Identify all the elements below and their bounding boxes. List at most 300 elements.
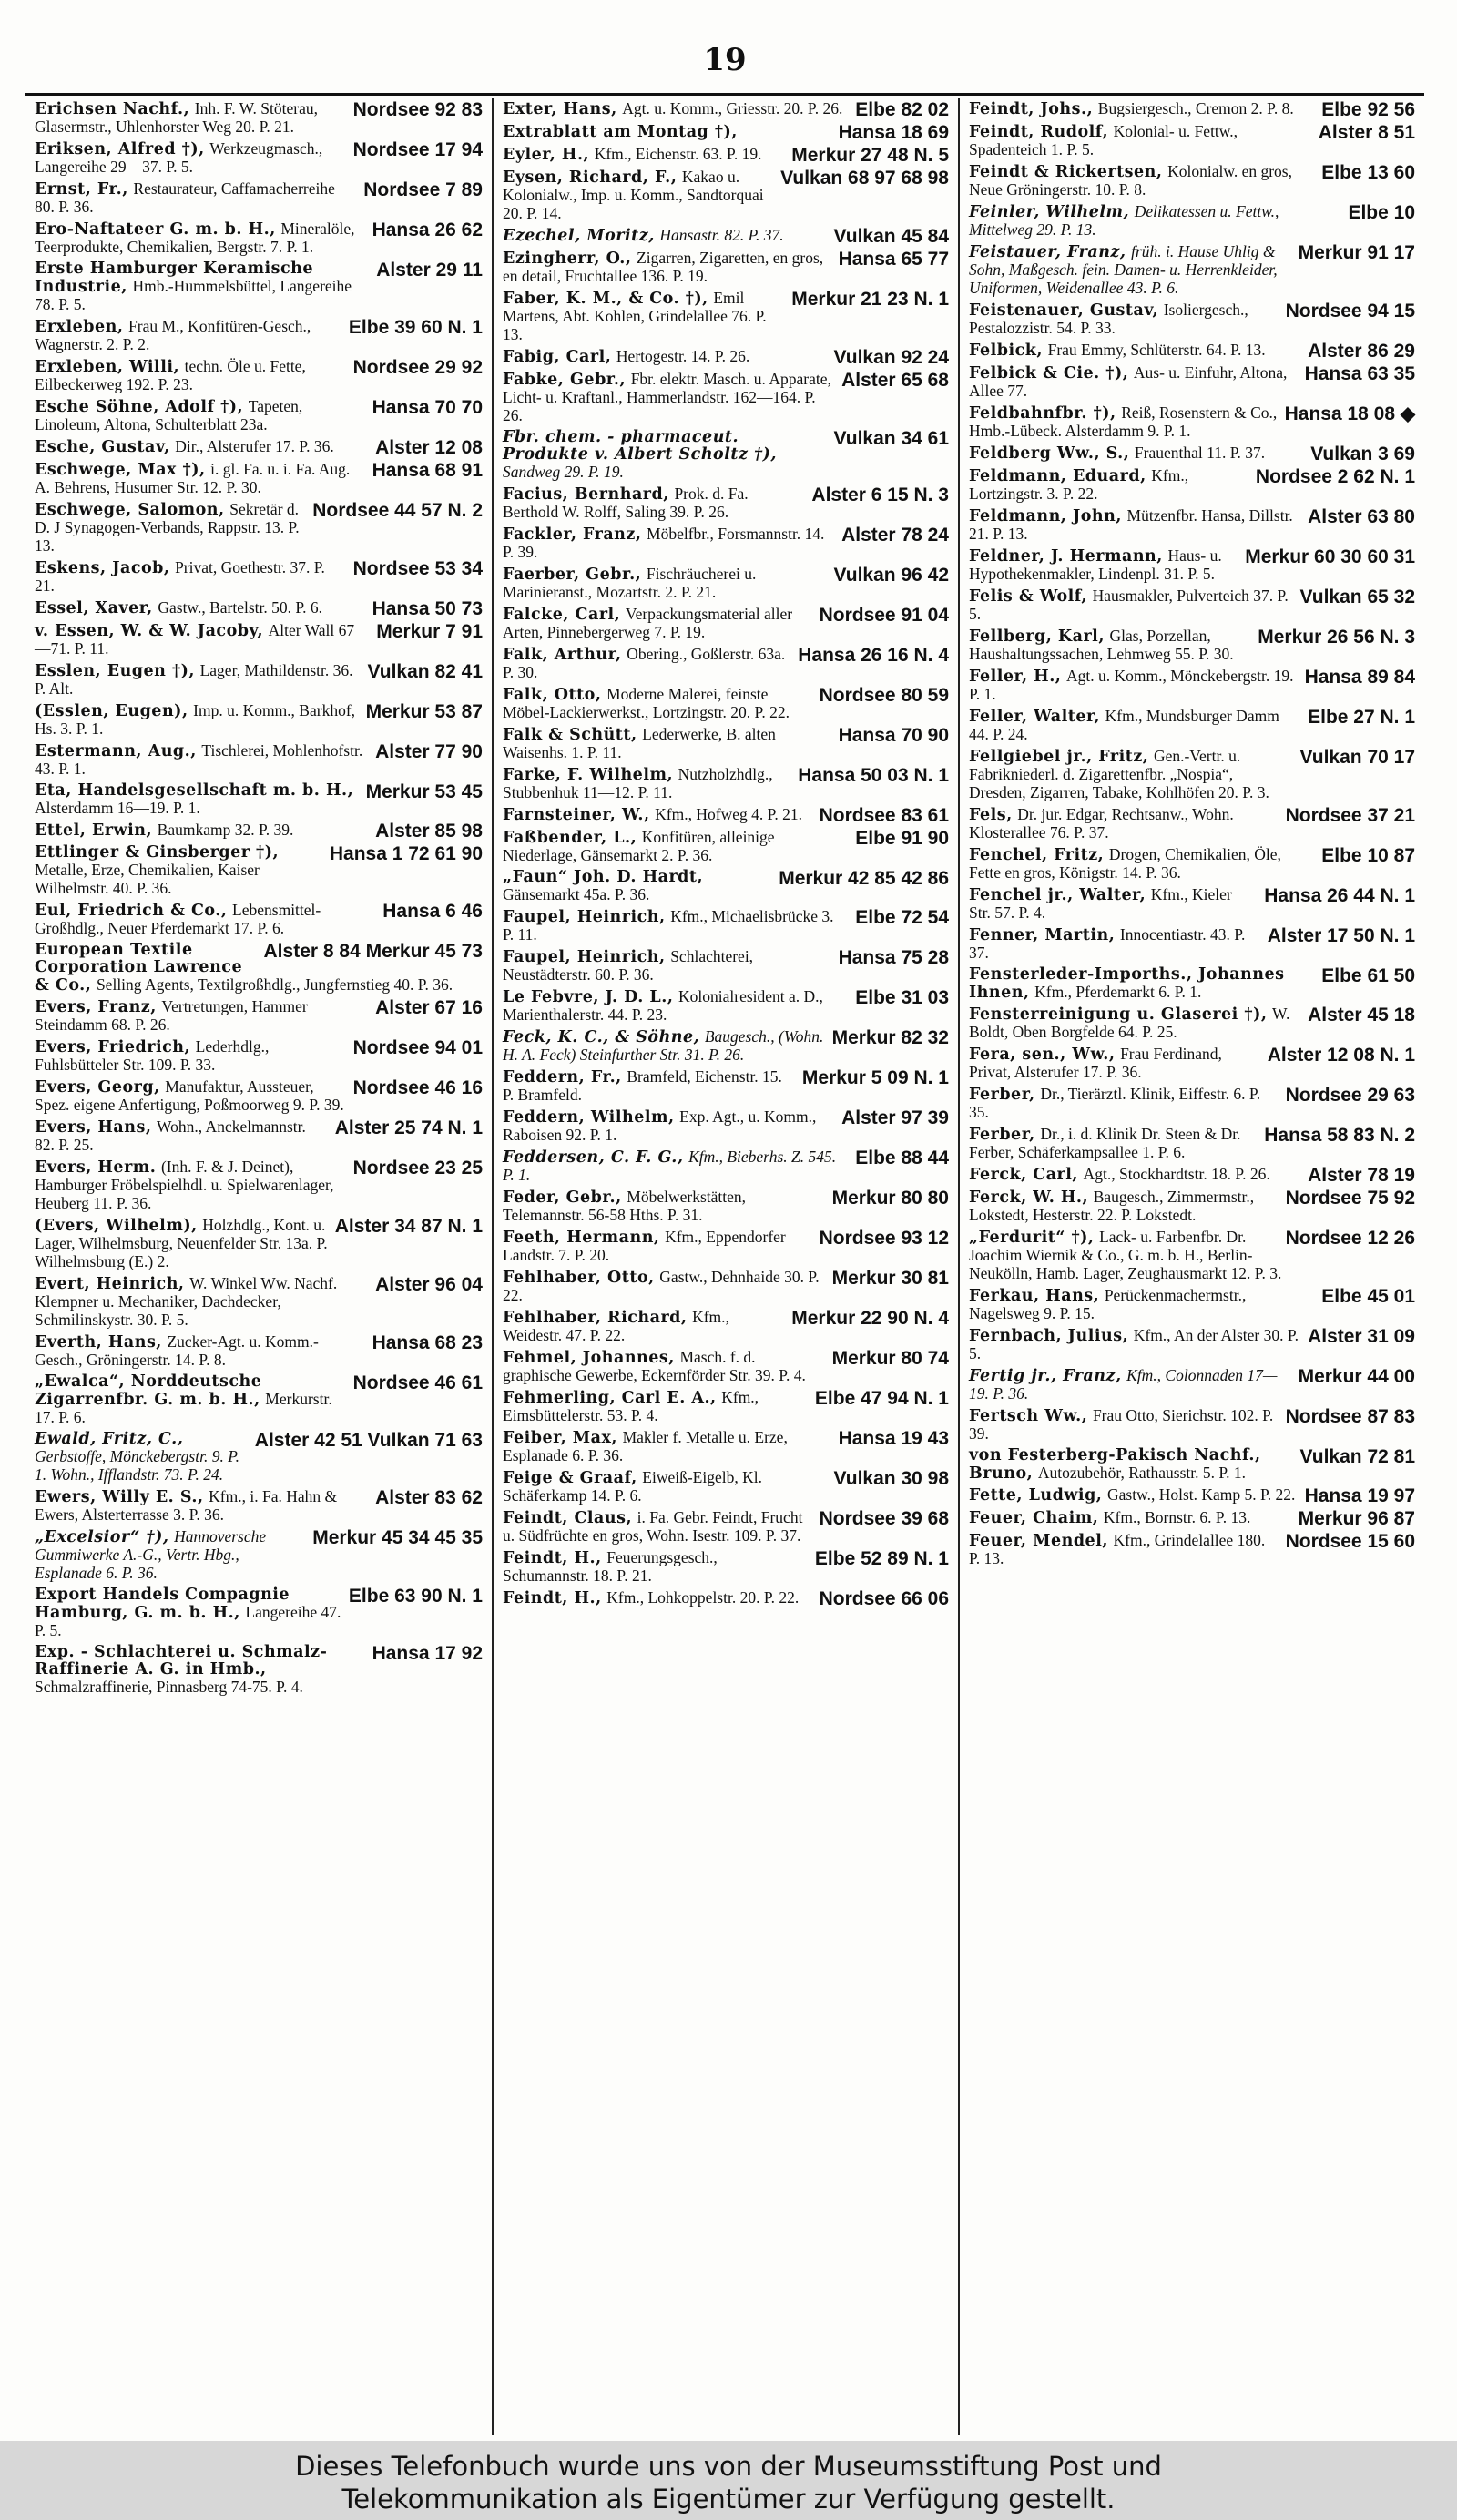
telephone-number: Elbe 63 90 N. 1 [348, 1586, 483, 1607]
telephone-number: Hansa 26 62 [372, 219, 483, 240]
directory-entry [969, 964, 1415, 1004]
directory-entry [503, 986, 949, 1026]
telephone-number: Nordsee 91 04 [819, 605, 949, 626]
entry-name: Fels, [969, 806, 1013, 824]
entry-details: Gastw., Bartelstr. 50. P. 6. [158, 598, 323, 617]
directory-entry [35, 179, 483, 219]
directory-entry [35, 1076, 483, 1117]
entry-name: Faupel, Heinrich, [503, 948, 666, 966]
directory-entry [35, 820, 483, 842]
telephone-number: Nordsee 46 61 [352, 1372, 483, 1393]
entry-details: Merkurstr. 17. P. 6. [35, 1390, 332, 1426]
telephone-number: Elbe 27 N. 1 [1308, 707, 1415, 728]
header-rule [25, 93, 1424, 96]
directory-entry [503, 564, 949, 604]
directory-entry [969, 706, 1415, 746]
entry-name: Everth, Hans, [35, 1333, 162, 1352]
directory-entry [35, 1036, 483, 1076]
entry-name: Erxleben, Willi, [35, 358, 180, 376]
telephone-number: Hansa 18 69 [838, 122, 949, 143]
directory-entry [35, 1585, 483, 1642]
entry-name: Fertsch Ww., [969, 1407, 1088, 1425]
directory-entry [969, 666, 1415, 706]
entry-name: Feige & Graaf, [503, 1469, 637, 1487]
entry-details: Lederhdlg., Fuhlsbütteler Str. 109. P. 33. [35, 1037, 270, 1074]
directory-entry [503, 946, 949, 986]
directory-entry [503, 867, 949, 906]
telephone-number: Nordsee 66 06 [819, 1588, 949, 1609]
telephone-number: Merkur 45 34 45 35 [312, 1527, 483, 1548]
telephone-number: Merkur 80 74 [831, 1348, 949, 1369]
telephone-number: Alster 12 08 [375, 437, 483, 458]
telephone-number: Nordsee 53 34 [352, 558, 483, 579]
entry-name: Fbr. chem. - pharmaceut. Produkte v. Albert Scholtz †), [503, 428, 778, 464]
entry-name: Feller, Walter, [969, 708, 1101, 726]
telephone-number: Elbe 82 02 [855, 99, 949, 120]
entry-details: Kfm., Eppendorfer Landstr. 7. P. 20. [503, 1228, 786, 1264]
directory-entry [969, 362, 1415, 403]
entry-details: Alter Wall 67—71. P. 11. [35, 621, 355, 658]
entry-details: Agt., Stockhardtstr. 18. P. 26. [1083, 1165, 1270, 1183]
telephone-number: Alster 42 51 Vulkan 71 63 [254, 1430, 483, 1451]
entry-name: Feder, Gebr., [503, 1189, 622, 1207]
directory-entry [969, 1365, 1415, 1405]
telephone-number: Vulkan 34 61 [833, 428, 949, 449]
telephone-number: Hansa 26 16 N. 4 [798, 645, 949, 666]
directory-entry [503, 1547, 949, 1587]
entry-name: Felbick, [969, 342, 1044, 360]
entry-details: Gen.-Vertr. u. Fabrikniederl. d. Zigarettenfbr. „Nospia“, Dresden, Zigarren, Tabake, Kohlhöfen 20. P. 3. [969, 747, 1269, 801]
entry-details: Delikatessen u. Fettw., Mittelweg 29. P. 13. [969, 202, 1279, 239]
page-number: 19 [703, 42, 747, 78]
entry-details: Bugsiergesch., Cremon 2. P. 8. [1097, 99, 1294, 117]
telephone-number: Merkur 53 87 [365, 701, 483, 722]
entry-name: Fensterreinigung u. Glaserei †), [969, 1005, 1268, 1024]
entry-name: Falcke, Carl, [503, 606, 621, 624]
directory-entry [969, 1044, 1415, 1084]
directory-entry [503, 1267, 949, 1307]
entry-details: Restaurateur, Caffamacherreihe 80. P. 36. [35, 179, 335, 216]
entry-name: Ferkau, Hans, [969, 1287, 1100, 1305]
entry-details: Sekretär d. D. J Synagogen-Verbands, Rappstr. 13. P. 13. [35, 500, 300, 555]
telephone-number: Alster 8 84 Merkur 45 73 [263, 941, 483, 962]
entry-name: Feindt & Rickertsen, [969, 163, 1163, 181]
directory-columns [25, 98, 1424, 2435]
entry-details: Dir., Alsterufer 17. P. 36. [175, 437, 334, 455]
telephone-number: Hansa 75 28 [838, 947, 949, 968]
entry-name: Ferck, W. H., [969, 1189, 1089, 1207]
telephone-number: Hansa 50 03 N. 1 [798, 765, 949, 786]
entry-details: Agt. u. Komm., Mönckebergstr. 19. P. 1. [969, 667, 1294, 703]
directory-entry [35, 1331, 483, 1372]
entry-name: Feck, K. C., & Söhne, [503, 1028, 700, 1046]
entry-name: Fertig jr., Franz, [969, 1367, 1122, 1385]
entry-name: Ferber, [969, 1126, 1035, 1144]
entry-details: Mützenfbr. Hansa, Dillstr. 21. P. 13. [969, 506, 1293, 543]
entry-details: Hansastr. 82. P. 37. [659, 226, 784, 244]
entry-details: Baumkamp 32. P. 39. [157, 821, 294, 839]
telephone-number: Nordsee 12 26 [1285, 1228, 1415, 1249]
telephone-number: Elbe 91 90 [855, 828, 949, 849]
entry-name: Felis & Wolf, [969, 587, 1088, 606]
entry-name: Feddern, Fr., [503, 1068, 622, 1087]
directory-entry [503, 121, 949, 144]
entry-details: Nutzholzhdlg., Stubbenhuk 11—12. P. 11. [503, 765, 773, 801]
entry-name: Eriksen, Alfred †), [35, 140, 205, 158]
entry-name: Esche Söhne, Adolf †), [35, 398, 244, 416]
telephone-number: Merkur 30 81 [831, 1268, 949, 1289]
telephone-number: Hansa 70 70 [372, 397, 483, 418]
entry-details: Imp. u. Komm., Barkhof, Hs. 3. P. 1. [35, 701, 356, 738]
telephone-number: Alster 83 62 [375, 1487, 483, 1508]
telephone-number: Hansa 68 23 [372, 1332, 483, 1353]
directory-entry [35, 219, 483, 259]
entry-details: Fischräucherei u. Marinieranst., Mozartstr. 2. P. 21. [503, 565, 757, 601]
entry-details: Isoliergesch., Pestalozzistr. 54. P. 33. [969, 301, 1248, 337]
directory-entry [969, 626, 1415, 666]
telephone-number: Merkur 7 91 [376, 621, 483, 642]
directory-entry [35, 940, 483, 996]
entry-name: Ewald, Fritz, C., [35, 1430, 184, 1448]
directory-entry [503, 1507, 949, 1547]
directory-entry [35, 557, 483, 597]
directory-entry [35, 842, 483, 900]
telephone-number: Hansa 58 83 N. 2 [1264, 1125, 1415, 1146]
telephone-number: Elbe 10 [1348, 202, 1415, 223]
entry-name: Farnsteiner, W., [503, 806, 650, 824]
entry-details: Werkzeugmasch., Langereihe 29—37. P. 5. [35, 139, 323, 176]
directory-entry [503, 764, 949, 804]
telephone-number: Nordsee 94 01 [352, 1037, 483, 1058]
entry-name: Erxleben, [35, 318, 124, 336]
entry-details: Frau Emmy, Schlüterstr. 64. P. 13. [1047, 341, 1266, 359]
entry-details: Drogen, Chemikalien, Öle, Fette en gros, Königstr. 14. P. 36. [969, 845, 1281, 882]
telephone-number: Hansa 19 43 [838, 1428, 949, 1449]
directory-entry [969, 300, 1415, 340]
entry-details: früh. i. Hause Uhlig & Sohn, Maßgesch. fein. Damen- u. Herrenkleider, Uniformen, Weidenallee 43. P. 6. [969, 242, 1278, 297]
entry-name: (Evers, Wilhelm), [35, 1217, 198, 1235]
entry-name: Fellberg, Karl, [969, 627, 1105, 646]
directory-entry [969, 1124, 1415, 1164]
directory-entry [969, 201, 1415, 241]
footer-notice [0, 2441, 1457, 2520]
directory-entry [503, 1467, 949, 1507]
telephone-number: Nordsee 17 94 [352, 139, 483, 160]
entry-name: Esche, Gustav, [35, 438, 170, 456]
telephone-number: Nordsee 80 59 [819, 685, 949, 706]
entry-details: Gänsemarkt 45a. P. 36. [503, 885, 650, 903]
entry-details: Wohn., Anckelmannstr. 82. P. 25. [35, 1117, 306, 1154]
entry-details: Konfitüren, alleinige Niederlage, Gänsemarkt 2. P. 36. [503, 828, 775, 864]
entry-details: Kfm., Bornstr. 6. P. 13. [1103, 1508, 1251, 1526]
directory-entry [35, 356, 483, 396]
directory-entry [503, 827, 949, 867]
entry-details: Schmalzraffinerie, Pinnasberg 74-75. P. 4. [35, 1678, 303, 1696]
entry-name: „Excelsior“ †), [35, 1528, 169, 1546]
entry-name: Fenner, Martin, [969, 926, 1116, 944]
entry-name: Le Febvre, J. D. L., [503, 988, 674, 1006]
entry-details: Kfm., i. Fa. Hahn & Ewers, Alsterterrasse 3. P. 36. [35, 1487, 338, 1524]
telephone-number: Alster 85 98 [375, 821, 483, 842]
entry-details: Bramfeld, Eichenstr. 15. P. Bramfeld. [503, 1067, 782, 1104]
entry-details: Moderne Malerei, feinste Möbel-Lackierwerkst., Lortzingstr. 20. P. 22. [503, 685, 790, 721]
directory-entry [503, 1347, 949, 1387]
directory-entry [503, 1587, 949, 1610]
telephone-number: Elbe 52 89 N. 1 [814, 1548, 949, 1569]
directory-entry [503, 288, 949, 346]
telephone-number: Vulkan 65 32 [1299, 587, 1415, 607]
telephone-number: Alster 78 19 [1308, 1165, 1415, 1186]
entry-name: Ferber, [969, 1086, 1035, 1104]
entry-details: Kfm., Kieler Str. 57. P. 4. [969, 885, 1232, 922]
directory-entry [969, 465, 1415, 505]
entry-name: European Textile Corporation Lawrence & Co., [35, 941, 243, 995]
telephone-number: Alster 31 09 [1308, 1326, 1415, 1347]
directory-entry [969, 121, 1415, 161]
column-1 [25, 98, 492, 2435]
directory-entry [35, 1526, 483, 1585]
directory-entry [969, 505, 1415, 546]
telephone-number: Merkur 42 85 42 86 [779, 868, 949, 889]
entry-details: Frauenthal 11. P. 37. [1134, 444, 1266, 462]
entry-details: Holzhdlg., Kont. u. Lager, Wilhelmsburg, Neuenfelder Str. 13a. P. Wilhelmsburg (E.) 2. [35, 1216, 328, 1270]
directory-entry [35, 1157, 483, 1215]
entry-name: Eschwege, Salomon, [35, 501, 225, 519]
entry-details: Zigarren, Zigaretten, en gros, en detail, Fruchtallee 136. P. 19. [503, 249, 824, 285]
entry-name: Feuer, Chaim, [969, 1509, 1099, 1527]
entry-name: Eta, Handelsgesellschaft m. b. H., [35, 781, 354, 800]
telephone-number: Elbe 31 03 [855, 987, 949, 1008]
telephone-number: Hansa 1 72 61 90 [329, 843, 483, 864]
footer-line-1: Dieses Telefonbuch wurde uns von der Museumsstiftung Post und [295, 2451, 1162, 2482]
entry-details: Kfm., Pferdemarkt 6. P. 1. [1034, 983, 1202, 1001]
entry-name: Feeth, Hermann, [503, 1229, 660, 1247]
entry-name: Ezechel, Moritz, [503, 227, 655, 245]
directory-entry [35, 620, 483, 660]
directory-entry [969, 1507, 1415, 1530]
telephone-number: Elbe 45 01 [1321, 1286, 1415, 1307]
telephone-number: Alster 96 04 [375, 1274, 483, 1295]
entry-name: Feistenauer, Gustav, [969, 301, 1159, 320]
entry-details: techn. Öle u. Fette, Eilbeckerweg 192. P. 23. [35, 357, 306, 393]
entry-name: Feller, H., [969, 668, 1062, 686]
telephone-number: Nordsee 7 89 [363, 179, 483, 200]
entry-name: Evers, Hans, [35, 1118, 152, 1137]
telephone-number: Vulkan 82 41 [367, 661, 483, 682]
entry-details: Glas, Porzellan, Haushaltungssachen, Lehmweg 55. P. 30. [969, 627, 1234, 663]
telephone-number: Elbe 39 60 N. 1 [348, 317, 483, 338]
directory-entry [503, 98, 949, 121]
entry-name: Feindt, Claus, [503, 1509, 633, 1527]
telephone-number: Alster 65 68 [841, 370, 949, 391]
entry-details: Kfm., Hofweg 4. P. 21. [655, 805, 803, 823]
entry-details: Kfm., Mundsburger Damm 44. P. 24. [969, 707, 1279, 743]
telephone-number: Hansa 17 92 [372, 1643, 483, 1664]
entry-name: Faupel, Heinrich, [503, 908, 666, 926]
entry-name: Feldmann, John, [969, 507, 1122, 525]
entry-details: Hertogestr. 14. P. 26. [616, 347, 750, 365]
entry-name: Ezingherr, O., [503, 250, 632, 268]
directory-entry [35, 740, 483, 780]
directory-entry [35, 499, 483, 557]
directory-page [25, 36, 1424, 2441]
entry-name: Ernst, Fr., [35, 180, 128, 199]
directory-entry [503, 1427, 949, 1467]
entry-name: von Festerberg-Pakisch Nachf., Bruno, [969, 1446, 1261, 1483]
telephone-number: Nordsee 44 57 N. 2 [312, 500, 483, 521]
directory-entry [969, 804, 1415, 844]
directory-entry [969, 1004, 1415, 1044]
entry-details: Aus- u. Einfuhr, Altona, Allee 77. [969, 363, 1288, 400]
entry-name: Felbick & Cie. †), [969, 364, 1129, 383]
entry-name: Ewers, Willy E. S., [35, 1488, 204, 1506]
directory-entry [969, 98, 1415, 121]
directory-entry [503, 1187, 949, 1227]
directory-entry [35, 1429, 483, 1486]
directory-entry [35, 900, 483, 940]
entry-details: Kolonialw. en gros, Neue Gröningerstr. 10. P. 8. [969, 162, 1292, 199]
entry-name: Extrablatt am Montag †), [503, 123, 738, 141]
telephone-number: Alster 8 51 [1318, 122, 1415, 143]
directory-entry [503, 684, 949, 724]
directory-entry [503, 248, 949, 288]
telephone-number: Alster 34 87 N. 1 [334, 1216, 483, 1237]
entry-name: (Esslen, Eugen), [35, 702, 188, 720]
entry-name: Fabig, Carl, [503, 348, 612, 366]
telephone-number: Nordsee 23 25 [352, 1158, 483, 1178]
telephone-number: Nordsee 83 61 [819, 805, 949, 826]
telephone-number: Elbe 72 54 [855, 907, 949, 928]
directory-entry [503, 804, 949, 827]
telephone-number: Elbe 88 44 [855, 1148, 949, 1168]
entry-name: Faßbender, L., [503, 829, 637, 847]
entry-details: Prok. d. Fa. Berthold W. Rolff, Saling 39. P. 26. [503, 485, 749, 521]
entry-name: Export Handels Compagnie Hamburg, G. m. b. H., [35, 1586, 290, 1622]
entry-name: Ettel, Erwin, [35, 821, 153, 840]
entry-name: Farke, F. Wilhelm, [503, 766, 674, 784]
entry-name: Erste Hamburger Keramische Industrie, [35, 260, 314, 296]
telephone-number: Merkur 82 32 [831, 1027, 949, 1048]
entry-details: Agt. u. Komm., Griesstr. 20. P. 26. [622, 99, 843, 117]
entry-name: Fenchel jr., Walter, [969, 886, 1146, 904]
entry-details: Kfm., Lohkoppelstr. 20. P. 22. [606, 1588, 800, 1607]
entry-name: Feuer, Mendel, [969, 1532, 1108, 1550]
entry-name: Fehmerling, Carl E. A., [503, 1389, 717, 1407]
directory-entry [35, 316, 483, 356]
telephone-number: Hansa 68 91 [372, 460, 483, 481]
entry-details: (Inh. F. & J. Deinet), Hamburger Fröbelspielhdl. u. Spielwarenlager, Heuberg 11. P. 36. [35, 1158, 334, 1212]
entry-name: Feddersen, C. F. G., [503, 1148, 684, 1167]
entry-name: Feldberg Ww., S., [969, 444, 1130, 463]
entry-details: Kfm., Colonnaden 17—19. P. 36. [969, 1366, 1278, 1403]
entry-name: Fensterleder-Imporths., Johannes Ihnen, [969, 965, 1285, 1002]
entry-name: Exp. - Schlachterei u. Schmalz-Raffinerie A. G. in Hmb., [35, 1643, 328, 1678]
entry-name: Feiber, Max, [503, 1429, 617, 1447]
telephone-number: Alster 25 74 N. 1 [334, 1117, 483, 1138]
entry-details: Lebensmittel-Großhdlg., Neuer Pferdemarkt 17. P. 6. [35, 901, 321, 937]
entry-name: Fellgiebel jr., Fritz, [969, 748, 1149, 766]
telephone-number: Vulkan 68 97 68 98 [780, 168, 949, 189]
telephone-number: Nordsee 29 63 [1285, 1085, 1415, 1106]
directory-entry [969, 884, 1415, 924]
entry-name: Erichsen Nachf., [35, 100, 190, 118]
telephone-number: Vulkan 72 81 [1299, 1446, 1415, 1467]
telephone-number: Vulkan 3 69 [1310, 444, 1415, 464]
directory-entry [503, 225, 949, 248]
directory-entry [35, 1372, 483, 1429]
directory-entry [503, 644, 949, 684]
directory-entry [35, 396, 483, 436]
telephone-number: Vulkan 70 17 [1299, 747, 1415, 768]
entry-name: Feindt, Johs., [969, 100, 1094, 118]
directory-entry [35, 1642, 483, 1699]
entry-details: Obering., Goßlerstr. 63a. P. 30. [503, 645, 786, 681]
entry-details: Dr., Tierärztl. Klinik, Eiffestr. 6. P. 35. [969, 1085, 1261, 1121]
entry-name: Fette, Ludwig, [969, 1486, 1103, 1505]
directory-entry [969, 844, 1415, 884]
directory-entry [35, 459, 483, 499]
telephone-number: Alster 63 80 [1308, 506, 1415, 527]
directory-entry [35, 138, 483, 179]
entry-name: Fera, sen., Ww., [969, 1046, 1116, 1064]
entry-details: Baugesch., Zimmermstr., Lokstedt, Hesterstr. 22. P. Lokstedt. [969, 1188, 1255, 1224]
entry-details: Hannoversche Gummiwerke A.-G., Vertr. Hbg., Esplanade 6. P. 36. [35, 1527, 267, 1582]
entry-details: Hmb.-Hummelsbüttel, Langereihe 78. P. 5. [35, 277, 352, 313]
entry-name: Fehlhaber, Otto, [503, 1269, 655, 1287]
entry-name: Feindt, H., [503, 1549, 602, 1567]
entry-details: Tischlerei, Mohlenhofstr. 43. P. 1. [35, 741, 363, 778]
entry-name: Feindt, Rudolf, [969, 123, 1109, 141]
entry-name: Feldbahnfbr. †), [969, 404, 1116, 423]
entry-name: Falk, Otto, [503, 686, 602, 704]
entry-details: Manufaktur, Aussteuer, Spez. eigene Anfertigung, Poßmoorweg 9. P. 39. [35, 1077, 344, 1114]
entry-name: Evers, Franz, [35, 998, 157, 1016]
directory-entry [503, 427, 949, 484]
telephone-number: Nordsee 15 60 [1285, 1531, 1415, 1552]
entry-name: Fenchel, Fritz, [969, 846, 1105, 864]
directory-entry [969, 1187, 1415, 1227]
entry-details: Vertretungen, Hammer Steindamm 68. P. 26. [35, 997, 308, 1034]
directory-entry [503, 1227, 949, 1267]
telephone-number: Hansa 19 97 [1304, 1485, 1415, 1506]
entry-name: Faber, K. M., & Co. †), [503, 290, 708, 308]
entry-name: Evers, Friedrich, [35, 1038, 191, 1056]
entry-details: Langereihe 47. P. 5. [35, 1603, 341, 1639]
telephone-number: Vulkan 96 42 [833, 565, 949, 586]
directory-entry [503, 724, 949, 764]
entry-details: Mineralöle, Teerprodukte, Chemikalien, Bergstr. 7. P. 1. [35, 219, 355, 256]
entry-details: Makler f. Metalle u. Erze, Esplanade 6. P. 36. [503, 1428, 788, 1464]
directory-entry [503, 369, 949, 427]
telephone-number: Hansa 50 73 [372, 598, 483, 619]
column-3 [958, 98, 1424, 2435]
directory-entry [503, 1066, 949, 1107]
telephone-number: Alster 45 18 [1308, 1005, 1415, 1025]
telephone-number: Merkur 22 90 N. 4 [791, 1308, 949, 1329]
entry-details: Haus- u. Hypothekenmakler, Lindenpl. 31. P. 5. [969, 546, 1222, 583]
entry-details: W. Boldt, Oben Borgfelde 64. P. 25. [969, 1005, 1290, 1041]
telephone-number: Merkur 44 00 [1298, 1366, 1415, 1387]
entry-details: i. Fa. Gebr. Feindt, Frucht u. Südfrüchte en gros, Wohn. Isestr. 109. P. 37. [503, 1508, 803, 1545]
telephone-number: Hansa 26 44 N. 1 [1264, 885, 1415, 906]
entry-details: Emil Martens, Abt. Kohlen, Grindelallee 76. P. 13. [503, 289, 767, 343]
column-2 [492, 98, 958, 2435]
telephone-number: Alster 86 29 [1308, 341, 1415, 362]
entry-details: Verpackungsmaterial aller Arten, Pinnebergerweg 7. P. 19. [503, 605, 793, 641]
directory-entry [35, 780, 483, 820]
telephone-number: Vulkan 45 84 [833, 226, 949, 247]
entry-name: Ero-Naftateer G. m. b. H., [35, 220, 276, 239]
